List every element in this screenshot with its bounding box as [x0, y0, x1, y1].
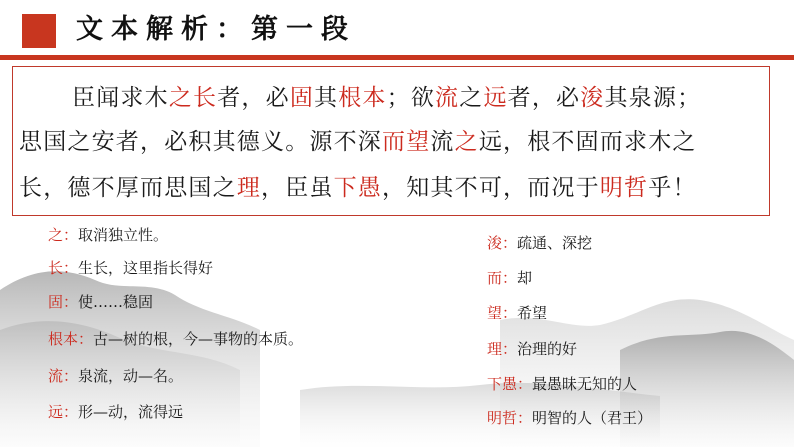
glossary-separator: ：: [78, 330, 94, 348]
passage-line-1: [72, 78, 794, 118]
passage-line-2: [19, 122, 794, 162]
glossary-separator: ：: [63, 293, 79, 311]
glossary-definition: 使……稳固: [78, 293, 154, 311]
page-title: 文本解析：第一段: [76, 14, 356, 45]
glossary-definition: 希望: [517, 304, 548, 322]
highlighted-word: 理: [236, 175, 262, 201]
glossary-definition: 生长，这里指长得好: [78, 259, 214, 277]
glossary-item: [48, 362, 183, 390]
passage-text: 其泉源；: [604, 85, 702, 111]
header-accent-square: [22, 14, 56, 48]
glossary-separator: ：: [502, 269, 518, 287]
highlighted-word: 明哲: [599, 175, 649, 201]
glossary-item: [487, 264, 532, 292]
passage-text: ，臣虽: [261, 175, 334, 201]
glossary-separator: ：: [63, 259, 79, 277]
glossary-definition: 明智的人（君王）: [532, 409, 653, 427]
passage-text: 长，德不厚而思国之: [19, 175, 237, 201]
passage-text: 者，必: [507, 85, 581, 111]
glossary-item: [487, 299, 547, 327]
glossary-term: 理: [487, 340, 503, 358]
glossary-definition: 却: [517, 269, 533, 287]
glossary-item: [48, 221, 168, 249]
highlighted-word: 望: [406, 129, 431, 155]
glossary-separator: ：: [502, 340, 518, 358]
highlighted-word: 固: [289, 85, 315, 111]
glossary-term: 而: [487, 269, 503, 287]
glossary-definition: 取消独立性。: [78, 226, 169, 244]
glossary-separator: ：: [517, 409, 533, 427]
passage-text: ；欲: [386, 85, 436, 111]
glossary-item: [48, 398, 183, 426]
highlighted-word: 下愚: [333, 175, 383, 201]
header-divider: [0, 55, 794, 60]
highlighted-word: 根本: [338, 85, 387, 111]
glossary-item: [487, 229, 592, 257]
highlighted-word: 长: [193, 85, 218, 111]
highlighted-word: 浚: [580, 85, 605, 111]
glossary-item: [487, 404, 652, 432]
glossary-term: 浚: [487, 234, 503, 252]
glossary-separator: ：: [502, 234, 518, 252]
passage-text: 其: [314, 85, 339, 111]
glossary-item: [48, 288, 153, 316]
passage-text: 流: [430, 129, 455, 155]
glossary-term: 根本: [48, 330, 79, 348]
glossary-definition: 形—动，流得远: [78, 403, 184, 421]
glossary-term: 远: [48, 403, 64, 421]
glossary-term: 流: [48, 367, 64, 385]
passage-line-3: [19, 168, 794, 208]
glossary-separator: ：: [63, 226, 79, 244]
passage-text: 者，必: [217, 85, 290, 111]
highlighted-word: 而: [382, 129, 407, 155]
passage-text: ，知其不可，而况于: [382, 175, 600, 201]
glossary-separator: ：: [517, 375, 533, 393]
glossary-term: 之: [48, 226, 64, 244]
glossary-separator: ：: [63, 403, 79, 421]
highlighted-word: 之: [168, 85, 194, 111]
passage-text: 远，根不固而求木之: [478, 129, 697, 155]
passage-text: 之: [459, 85, 484, 111]
highlighted-word: 远: [483, 85, 508, 111]
glossary-item: [48, 325, 303, 353]
glossary-item: [487, 335, 577, 363]
highlighted-word: 流: [435, 85, 460, 111]
glossary-term: 望: [487, 304, 503, 322]
glossary-term: 下愚: [487, 375, 518, 393]
passage-text: 臣闻求木: [72, 85, 169, 111]
glossary-term: 明哲: [487, 409, 518, 427]
glossary-term: 固: [48, 293, 64, 311]
glossary-definition: 最愚昧无知的人: [532, 375, 638, 393]
passage-text: 乎！: [648, 175, 697, 201]
glossary-separator: ：: [63, 367, 79, 385]
glossary-definition: 古—树的根，今—事物的本质。: [93, 330, 304, 348]
glossary-term: 长: [48, 259, 64, 277]
glossary-item: [487, 370, 637, 398]
glossary-definition: 疏通、深挖: [517, 234, 593, 252]
passage-text: 思国之安者，必积其德义。源不深: [19, 129, 382, 155]
glossary-definition: 泉流，动—名。: [78, 367, 184, 385]
highlighted-word: 之: [454, 129, 479, 155]
glossary-definition: 治理的好: [517, 340, 578, 358]
glossary-separator: ：: [502, 304, 518, 322]
glossary-item: [48, 254, 213, 282]
